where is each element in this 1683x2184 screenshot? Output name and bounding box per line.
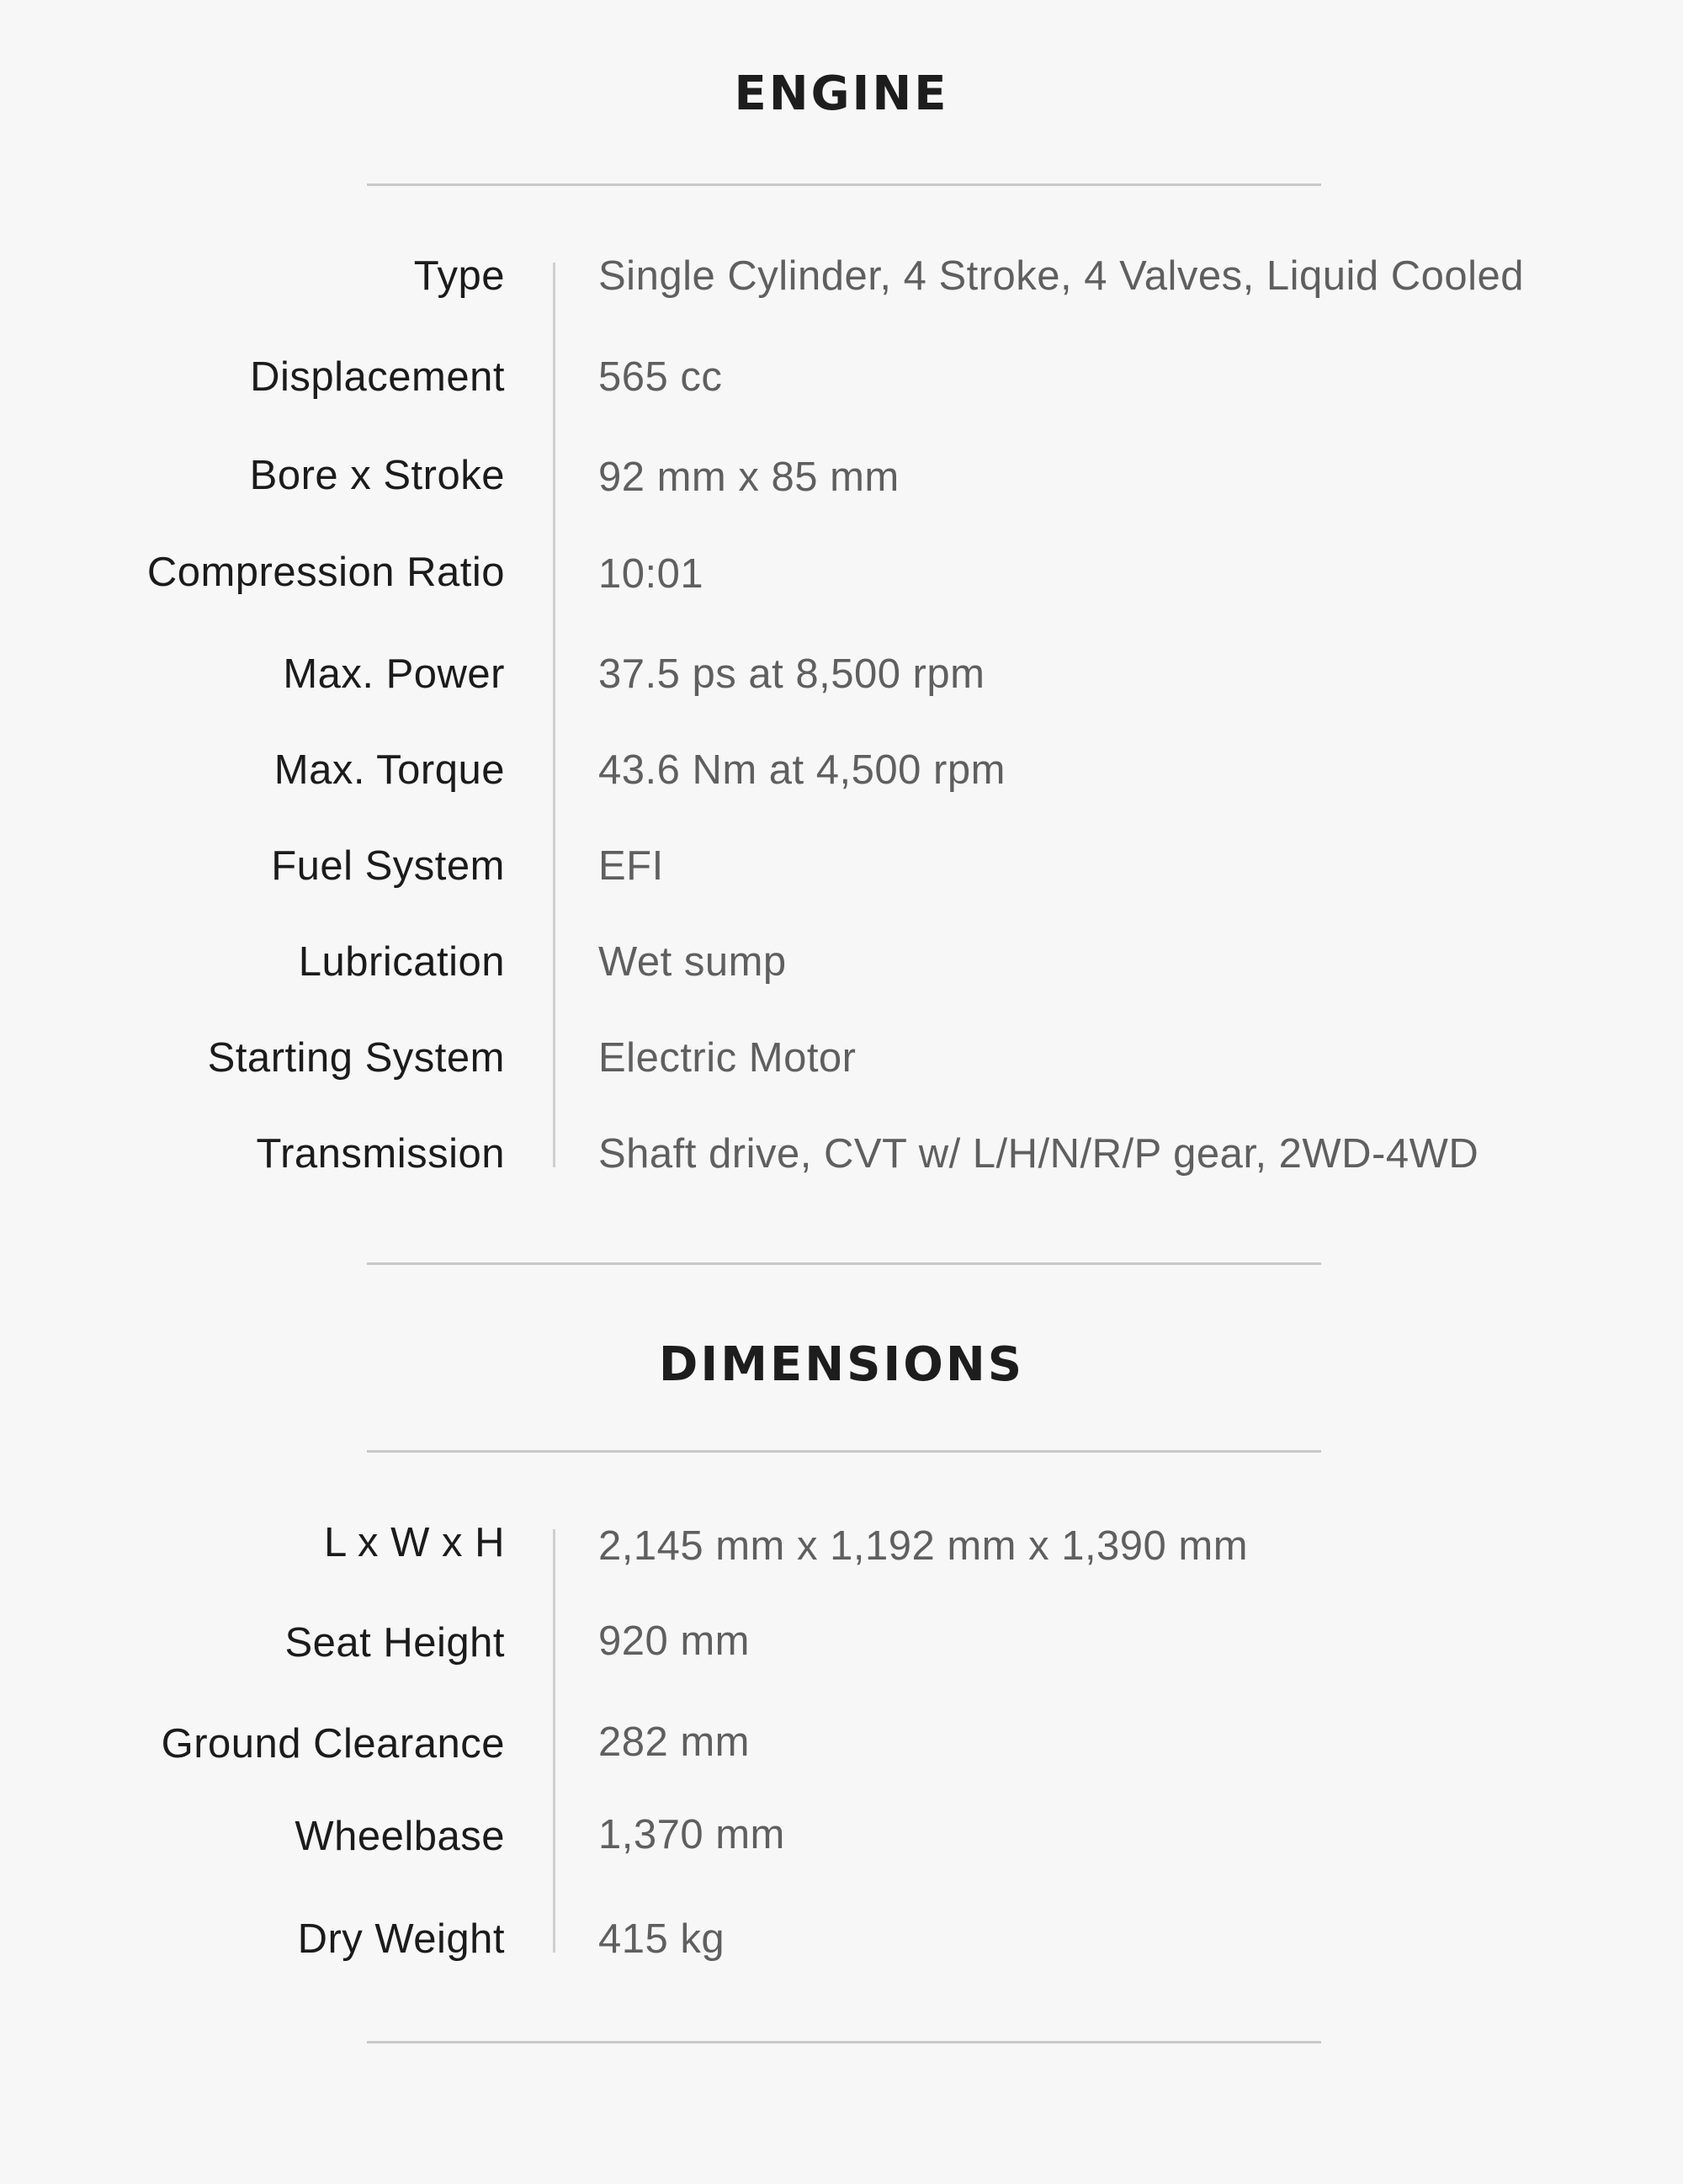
spec-label-fuel-system: Fuel System bbox=[271, 843, 505, 889]
spec-label-compression-ratio: Compression Ratio bbox=[146, 550, 505, 595]
spec-value-lubrication: Wet sump bbox=[598, 939, 787, 985]
spec-value-compression-ratio: 10:01 bbox=[598, 551, 704, 597]
spec-label-starting-system: Starting System bbox=[207, 1035, 505, 1081]
spec-value-bore-stroke: 92 mm x 85 mm bbox=[598, 454, 900, 500]
spec-value-type: Single Cylinder, 4 Stroke, 4 Valves, Liquid Cooled bbox=[598, 253, 1524, 299]
spec-label-wheelbase: Wheelbase bbox=[295, 1814, 505, 1859]
spec-value-displacement: 565 cc bbox=[598, 354, 723, 400]
spec-label-transmission: Transmission bbox=[256, 1131, 505, 1177]
engine-bottom-divider bbox=[367, 1262, 1321, 1265]
spec-label-lubrication: Lubrication bbox=[298, 939, 505, 985]
engine-section-title: ENGINE bbox=[734, 66, 949, 121]
spec-label-type: Type bbox=[413, 253, 505, 299]
spec-label-dry-weight: Dry Weight bbox=[297, 1916, 505, 1962]
spec-label-bore-stroke: Bore x Stroke bbox=[249, 453, 505, 498]
spec-value-ground-clearance: 282 mm bbox=[598, 1719, 751, 1765]
dimensions-bottom-divider bbox=[367, 2041, 1321, 2043]
spec-value-wheelbase: 1,370 mm bbox=[598, 1812, 785, 1857]
dimensions-title-divider bbox=[367, 1450, 1321, 1453]
spec-value-transmission: Shaft drive, CVT w/ L/H/N/R/P gear, 2WD-4WD bbox=[598, 1131, 1479, 1177]
spec-label-displacement: Displacement bbox=[250, 354, 505, 400]
engine-title-divider bbox=[367, 183, 1321, 186]
spec-value-max-power: 37.5 ps at 8,500 rpm bbox=[598, 651, 985, 697]
spec-value-seat-height: 920 mm bbox=[598, 1618, 751, 1664]
spec-label-max-torque: Max. Torque bbox=[273, 747, 505, 793]
spec-value-lwh: 2,145 mm x 1,192 mm x 1,390 mm bbox=[598, 1523, 1249, 1569]
spec-value-starting-system: Electric Motor bbox=[598, 1035, 857, 1081]
dimensions-section-title: DIMENSIONS bbox=[658, 1337, 1025, 1392]
spec-label-ground-clearance: Ground Clearance bbox=[161, 1721, 505, 1767]
spec-label-lwh: L x W x H bbox=[323, 1520, 505, 1565]
dimensions-column-divider bbox=[553, 1529, 555, 1953]
engine-column-divider bbox=[553, 263, 555, 1167]
spec-label-seat-height: Seat Height bbox=[284, 1620, 505, 1666]
spec-label-max-power: Max. Power bbox=[283, 651, 505, 697]
spec-value-fuel-system: EFI bbox=[598, 843, 664, 889]
spec-value-max-torque: 43.6 Nm at 4,500 rpm bbox=[598, 747, 1006, 793]
spec-value-dry-weight: 415 kg bbox=[598, 1916, 725, 1962]
